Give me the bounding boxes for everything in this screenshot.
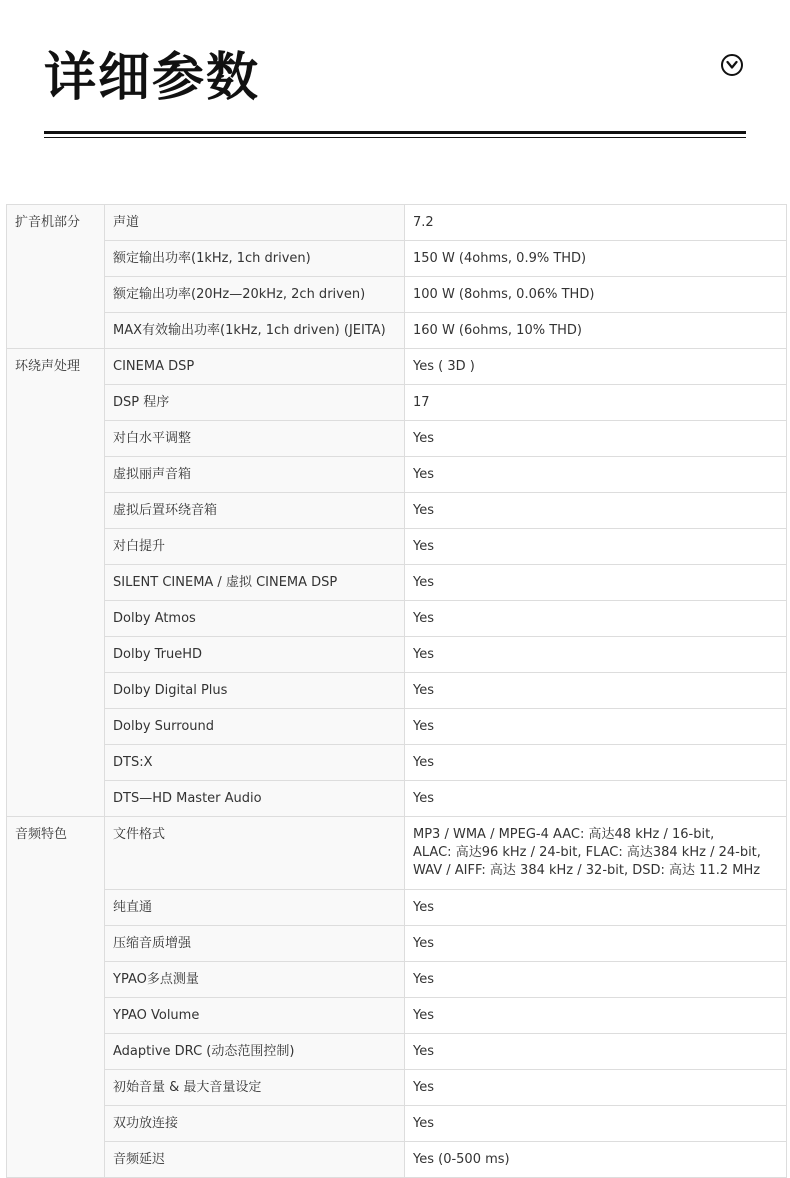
table-row (7, 1070, 787, 1106)
category-amplifier: 扩音机部分 (7, 205, 105, 349)
spec-name: 纯直通 (105, 890, 405, 926)
spec-name: Dolby Digital Plus (105, 673, 405, 709)
spec-name: SILENT CINEMA / 虚拟 CINEMA DSP (105, 565, 405, 601)
spec-value: Yes (0-500 ms) (405, 1142, 787, 1178)
spec-value: 7.2 (405, 205, 787, 241)
title-divider (44, 131, 746, 134)
spec-name: Dolby TrueHD (105, 637, 405, 673)
table-row (7, 890, 787, 926)
spec-value: Yes (405, 601, 787, 637)
spec-name: 音频延迟 (105, 1142, 405, 1178)
spec-value: Yes (405, 493, 787, 529)
spec-value: Yes (405, 890, 787, 926)
spec-name: 文件格式 (105, 817, 405, 890)
spec-value: Yes ( 3D ) (405, 349, 787, 385)
spec-value: Yes (405, 781, 787, 817)
table-row (7, 817, 787, 890)
table-row (7, 565, 787, 601)
spec-value: 160 W (6ohms, 10% THD) (405, 313, 787, 349)
spec-value: Yes (405, 529, 787, 565)
file-format-line: MP3 / WMA / MPEG-4 AAC: 高达48 kHz / 16-bit, (413, 827, 715, 842)
chevron-down-icon (726, 60, 738, 70)
spec-value: Yes (405, 962, 787, 998)
spec-value: Yes (405, 1034, 787, 1070)
file-format-line: ALAC: 高达96 kHz / 24-bit, FLAC: 高达384 kHz / 24-bit, (413, 845, 761, 860)
spec-name: YPAO Volume (105, 998, 405, 1034)
spec-value: Yes (405, 457, 787, 493)
table-row (7, 962, 787, 998)
spec-name: 额定输出功率(20Hz—20kHz, 2ch driven) (105, 277, 405, 313)
table-row (7, 1034, 787, 1070)
table-row (7, 745, 787, 781)
table-row (7, 637, 787, 673)
spec-table (6, 204, 787, 1178)
spec-name: CINEMA DSP (105, 349, 405, 385)
spec-name: DTS:X (105, 745, 405, 781)
spec-name: DTS—HD Master Audio (105, 781, 405, 817)
table-row (7, 781, 787, 817)
page-title: 详细参数 (44, 48, 261, 108)
spec-value: Yes (405, 1106, 787, 1142)
table-row (7, 349, 787, 385)
spec-value: 150 W (4ohms, 0.9% THD) (405, 241, 787, 277)
spec-value: Yes (405, 673, 787, 709)
table-row (7, 313, 787, 349)
spec-name: 额定输出功率(1kHz, 1ch driven) (105, 241, 405, 277)
category-audio-features: 音频特色 (7, 817, 105, 1178)
spec-value: 100 W (8ohms, 0.06% THD) (405, 277, 787, 313)
spec-name: Dolby Surround (105, 709, 405, 745)
spec-name: 初始音量 & 最大音量设定 (105, 1070, 405, 1106)
table-row (7, 241, 787, 277)
table-row (7, 926, 787, 962)
spec-name: YPAO多点测量 (105, 962, 405, 998)
spec-value: Yes (405, 745, 787, 781)
table-row (7, 1106, 787, 1142)
spec-value: Yes (405, 421, 787, 457)
spec-name: 虚拟后置环绕音箱 (105, 493, 405, 529)
table-row (7, 457, 787, 493)
file-format-line: WAV / AIFF: 高达 384 kHz / 32-bit, DSD: 高达 11.2 MHz (413, 863, 761, 878)
spec-value: Yes (405, 565, 787, 601)
spec-name: 压缩音质增强 (105, 926, 405, 962)
spec-value: Yes (405, 998, 787, 1034)
spec-name: 虚拟丽声音箱 (105, 457, 405, 493)
table-row (7, 385, 787, 421)
table-row (7, 421, 787, 457)
spec-value: Yes (405, 1070, 787, 1106)
spec-name: 对白提升 (105, 529, 405, 565)
table-row (7, 601, 787, 637)
spec-value: 17 (405, 385, 787, 421)
spec-value: Yes (405, 709, 787, 745)
table-row (7, 493, 787, 529)
spec-value (405, 817, 787, 890)
table-row (7, 277, 787, 313)
spec-name: Dolby Atmos (105, 601, 405, 637)
chevron-down-circle-icon[interactable] (721, 54, 743, 76)
spec-value: Yes (405, 926, 787, 962)
table-row (7, 205, 787, 241)
spec-name: DSP 程序 (105, 385, 405, 421)
title-divider-thin (44, 137, 746, 138)
spec-name: 对白水平调整 (105, 421, 405, 457)
table-row (7, 709, 787, 745)
spec-name: Adaptive DRC (动态范围控制) (105, 1034, 405, 1070)
table-row (7, 998, 787, 1034)
category-surround: 环绕声处理 (7, 349, 105, 817)
spec-name: 声道 (105, 205, 405, 241)
spec-value: Yes (405, 637, 787, 673)
spec-name: MAX有效输出功率(1kHz, 1ch driven) (JEITA) (105, 313, 405, 349)
spec-name: 双功放连接 (105, 1106, 405, 1142)
table-row (7, 673, 787, 709)
table-row (7, 529, 787, 565)
table-row (7, 1142, 787, 1178)
